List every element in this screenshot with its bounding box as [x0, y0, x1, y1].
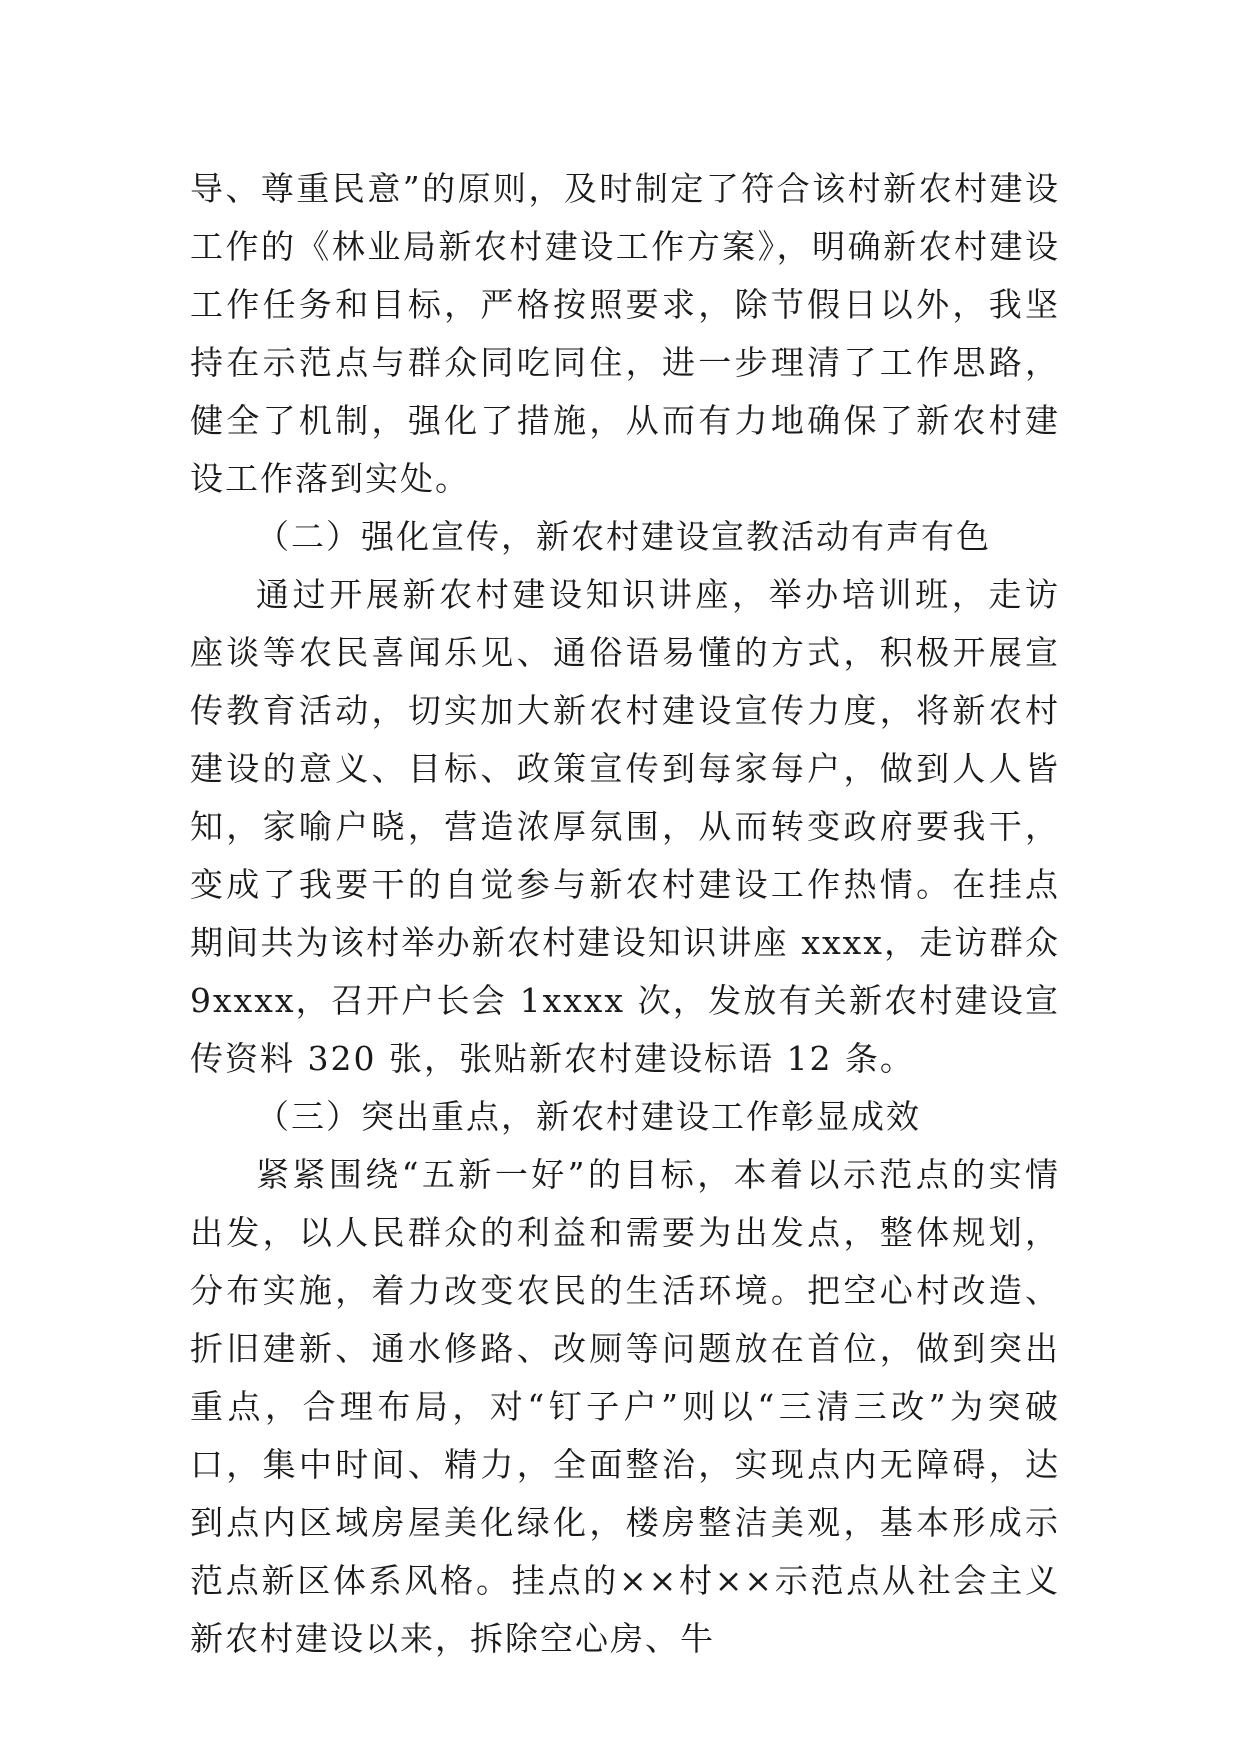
document-body	[190, 160, 1060, 1668]
paragraph-publicity: 通过开展新农村建设知识讲座，举办培训班，走访座谈等农民喜闻乐见、通俗语易懂的方式，积极开展宣传教育活动，切实加大新农村建设宣传力度，将新农村建设的意义、目标、政策宣传到每家每户，做到人人皆知，家喻户晓，营造浓厚氛围，从而转变政府要我干，变成了我要干的自觉参与新农村建设工作热情。在挂点期间共为该村举办新农村建设知识讲座 xxxx，走访群众 9xxxx，召开户长会 1xxxx 次，发放有关新农村建设宣传资料 320 张，张贴新农村建设标语 12 条。	[190, 575, 1060, 1078]
section-heading-3: （三）突出重点，新农村建设工作彰显成效	[256, 1097, 921, 1136]
section-heading-2: （二）强化宣传，新农村建设宣教活动有声有色	[256, 517, 991, 556]
paragraph-continuation: 导、尊重民意”的原则，及时制定了符合该村新农村建设工作的《林业局新农村建设工作方案》，明确新农村建设工作任务和目标，严格按照要求，除节假日以外，我坚持在示范点与群众同吃同住，进一步理清了工作思路，健全了机制，强化了措施，从而有力地确保了新农村建设工作落到实处。	[190, 169, 1060, 498]
paragraph-key-points: 紧紧围绕“五新一好”的目标，本着以示范点的实情出发，以人民群众的利益和需要为出发点，整体规划，分布实施，着力改变农民的生活环境。把空心村改造、折旧建新、通水修路、改厕等问题放在首位，做到突出重点，合理布局，对“钉子户”则以“三清三改”为突破口，集中时间、精力，全面整治，实现点内无障碍，达到点内区域房屋美化绿化，楼房整洁美观，基本形成示范点新区体系风格。挂点的××村××示范点从社会主义新农村建设以来，拆除空心房、牛	[190, 1155, 1060, 1658]
